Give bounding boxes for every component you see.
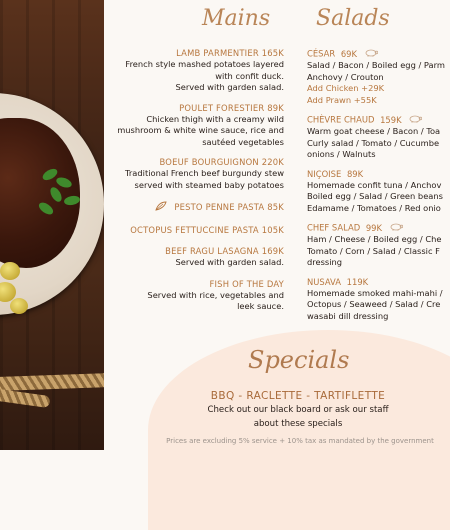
specials-items: BBQ - RACLETTE - TARTIFLETTE (210, 390, 386, 402)
item-description: Homemade smoked mahi-mahi / (307, 287, 443, 298)
salad-item (307, 277, 450, 323)
item-name: CHÈVRE CHAUD (307, 114, 375, 125)
item-description: Anchovy / Crouton (307, 71, 384, 82)
item-name: OCTOPUS FETTUCCINE PASTA (130, 225, 259, 235)
item-description: Served with garden salad. (175, 257, 284, 267)
item-description: Served with garden salad. (175, 82, 284, 92)
menu-item (106, 103, 284, 149)
item-name: LAMB PARMENTIER (176, 48, 259, 58)
item-description: leek sauce. (237, 301, 284, 311)
item-description: wasabi dill dressing (307, 310, 389, 321)
menu-item (106, 246, 284, 269)
item-description: Homemade confit tuna / Anchov (307, 179, 442, 190)
potato (10, 298, 28, 314)
item-name: FISH OF THE DAY (209, 278, 284, 289)
item-description: Tomato / Corn / Salad / Classic F (307, 245, 440, 256)
leaf-icon (155, 201, 167, 214)
item-price: 89K (267, 102, 284, 113)
salad-item (307, 222, 450, 269)
item-price: 69K (340, 48, 357, 59)
specials-text: about these specials (253, 419, 343, 429)
item-price: 105K (261, 225, 284, 235)
menu-item (106, 48, 284, 94)
item-description: Chicken thigh with a creamy wild (146, 113, 284, 124)
item-price: 159K (380, 114, 402, 125)
item-description: Octopus / Seaweed / Salad / Cre (307, 299, 441, 309)
item-description: Boiled egg / Salad / Green beans (307, 191, 443, 201)
salad-item (307, 114, 450, 161)
item-description: Ham / Cheese / Boiled egg / Che (307, 234, 442, 244)
item-price: 169K (261, 246, 284, 256)
menu-item (106, 225, 284, 236)
mains-list (106, 48, 284, 313)
pig-icon (389, 222, 403, 234)
item-name: POULET FORESTIER (179, 102, 265, 113)
pig-icon (408, 114, 422, 126)
addon: Add Prawn +55K (307, 94, 377, 105)
item-description: Warm goat cheese / Bacon / Toa (307, 126, 441, 136)
item-description: Traditional French beef burgundy stew (125, 168, 284, 178)
item-price: 119K (346, 276, 369, 287)
menu-item (106, 157, 284, 191)
menu-item (106, 201, 284, 214)
item-name: NIÇOISE (307, 168, 342, 179)
salads-heading: Salads (316, 6, 390, 31)
item-name: CHEF SALAD (307, 222, 361, 233)
salad-item (307, 169, 450, 215)
pig-icon (364, 48, 378, 60)
price-footnote: Prices are excluding 5% service + 10% tax as mandated by the government (166, 437, 434, 445)
item-description: dressing (307, 257, 343, 267)
rope (0, 388, 51, 408)
item-description: mushroom & white wine sauce, rice and (117, 125, 284, 135)
item-description: Served with rice, vegetables and (147, 289, 284, 300)
rope (0, 373, 104, 391)
item-price: 99K (365, 222, 382, 233)
salads-list (307, 48, 450, 322)
item-description: served with steamed baby potatoes (134, 179, 284, 190)
item-price: 89K (346, 168, 364, 179)
specials-heading: Specials (248, 346, 350, 374)
addon: Add Chicken +29K (307, 83, 385, 93)
item-description: sautéed vegetables (202, 136, 284, 147)
item-description: Salad / Bacon / Boiled egg / Parm (307, 60, 445, 70)
item-description: French style mashed potatoes layered (125, 59, 284, 69)
item-price: 165K (261, 48, 284, 58)
item-name: BEEF RAGU LASAGNA (165, 246, 259, 256)
item-description: Curly salad / Tomato / Cucumbe (307, 137, 440, 148)
item-name: CÉSAR (307, 48, 336, 59)
item-description: Edamame / Tomatoes / Red onio (307, 202, 441, 213)
mains-heading: Mains (202, 6, 271, 31)
item-name: NUSAVA (307, 276, 341, 287)
menu-item (106, 279, 284, 313)
salad-item (307, 48, 450, 106)
specials-text: Check out our black board or ask our staff (207, 405, 389, 415)
item-name: BOEUF BOURGUIGNON (159, 157, 259, 167)
item-description: onions / Walnuts (307, 149, 376, 159)
item-price: 85K (267, 202, 284, 212)
potato (0, 262, 20, 280)
food-photo (0, 0, 104, 450)
item-description: with confit duck. (215, 70, 284, 81)
item-name: PESTO PENNE PASTA (174, 202, 265, 212)
item-price: 220K (261, 157, 284, 167)
